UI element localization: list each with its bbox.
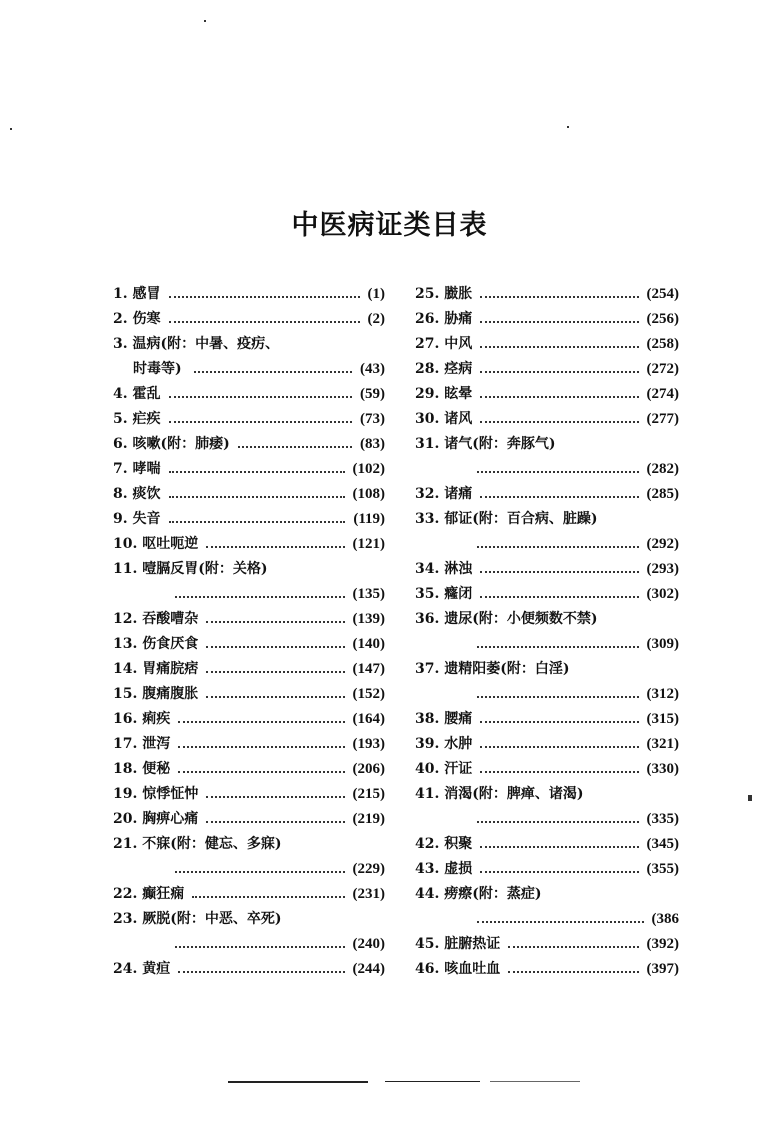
toc-entry: [113, 382, 385, 407]
page-number: (139): [352, 611, 385, 627]
scan-speck: [567, 126, 569, 128]
entry-title: 29. 眩晕: [415, 386, 473, 402]
toc-entry: [415, 507, 679, 532]
toc-entry: [113, 282, 385, 307]
dot-leader: [480, 396, 638, 398]
page-number: (277): [646, 411, 679, 427]
page-number: (231): [352, 886, 385, 902]
page-number: (59): [360, 386, 385, 402]
toc-entry-continuation: [113, 857, 385, 882]
entry-title: 35. 癃闭: [415, 586, 473, 602]
toc-entry-continuation: [415, 632, 679, 657]
dot-leader: [175, 946, 345, 948]
page-number: (397): [646, 961, 679, 977]
dot-leader: [175, 871, 345, 873]
toc-entry: [113, 957, 385, 982]
toc-entry: [415, 332, 679, 357]
toc-entry: [113, 407, 385, 432]
entry-title: 45. 脏腑热证: [415, 936, 501, 952]
entry-title: 11. 噎膈反胃(附：关格): [113, 561, 268, 577]
entry-title: 46. 咳血吐血: [415, 961, 501, 977]
page-number: (193): [352, 736, 385, 752]
toc-entry: [113, 732, 385, 757]
dot-leader: [477, 646, 639, 648]
page-number: (315): [646, 711, 679, 727]
entry-title: 4. 霍乱: [113, 386, 161, 402]
page-number: (219): [352, 811, 385, 827]
page-number: (2): [367, 311, 385, 327]
dot-leader: [508, 971, 638, 973]
bottom-rule: [228, 1081, 368, 1083]
page-number: (312): [646, 686, 679, 702]
page-number: (229): [352, 861, 385, 877]
entry-title: 28. 痉病: [415, 361, 473, 377]
page-number: (274): [646, 386, 679, 402]
dot-leader: [192, 896, 344, 898]
toc-entry: [113, 632, 385, 657]
toc-entry: [415, 582, 679, 607]
toc-entry: [113, 432, 385, 457]
dot-leader: [178, 971, 344, 973]
toc-entry: [415, 832, 679, 857]
dot-leader: [480, 371, 638, 373]
entry-title: 21. 不寐(附：健忘、多寐): [113, 836, 282, 852]
dot-leader: [206, 696, 344, 698]
dot-leader: [480, 346, 638, 348]
dot-leader: [480, 496, 638, 498]
toc-entry: [113, 307, 385, 332]
page-number: (293): [646, 561, 679, 577]
page-number: (285): [646, 486, 679, 502]
toc-entry-continuation: [113, 932, 385, 957]
dot-leader: [169, 296, 360, 298]
dot-leader: [175, 596, 345, 598]
entry-title: 10. 呕吐呃逆: [113, 536, 199, 552]
dot-leader: [477, 696, 639, 698]
scan-speck: [748, 795, 752, 801]
toc-entry: [415, 557, 679, 582]
dot-leader: [169, 521, 346, 523]
dot-leader: [477, 471, 639, 473]
toc-entry: [113, 832, 385, 857]
entry-title: 24. 黄疸: [113, 961, 171, 977]
toc-entry: [113, 782, 385, 807]
entry-title: 31. 诸气(附：奔豚气): [415, 436, 556, 452]
dot-leader: [480, 746, 638, 748]
page-number: (240): [352, 936, 385, 952]
page-number: (73): [360, 411, 385, 427]
toc-entry: [113, 532, 385, 557]
dot-leader: [477, 546, 639, 548]
toc-entry: [415, 357, 679, 382]
toc-entry: [415, 857, 679, 882]
toc-entry: [113, 457, 385, 482]
page-number: (335): [646, 811, 679, 827]
toc-entry: [113, 507, 385, 532]
page-number: (1): [367, 286, 385, 302]
toc-entry: [415, 782, 679, 807]
dot-leader: [169, 421, 353, 423]
page-number: (392): [646, 936, 679, 952]
toc-entry-continuation: [415, 807, 679, 832]
toc-entry: [415, 882, 679, 907]
dot-leader: [477, 821, 639, 823]
dot-leader: [194, 371, 352, 373]
toc-entry-continuation: [415, 907, 679, 932]
toc-entry-continuation: [415, 457, 679, 482]
toc-entry-continuation: [415, 682, 679, 707]
dot-leader: [480, 596, 638, 598]
page-number: (282): [646, 461, 679, 477]
dot-leader: [480, 321, 638, 323]
page-number: (302): [646, 586, 679, 602]
dot-leader: [169, 321, 360, 323]
page-number: (244): [352, 961, 385, 977]
page-number: (147): [352, 661, 385, 677]
toc-entry-continuation: [113, 582, 385, 607]
dot-leader: [480, 421, 638, 423]
entry-title: 22. 癫狂痫: [113, 886, 185, 902]
entry-title: 18. 便秘: [113, 761, 171, 777]
scan-speck: [10, 128, 12, 130]
dot-leader: [169, 471, 345, 473]
entry-title: 41. 消渴(附：脾瘅、诸渴): [415, 786, 584, 802]
toc-entry: [113, 757, 385, 782]
entry-title-continuation: 时毒等): [133, 361, 182, 377]
page-title: 中医病证类目表: [291, 210, 488, 241]
entry-title: 27. 中风: [415, 336, 473, 352]
entry-title: 17. 泄泻: [113, 736, 171, 752]
dot-leader: [238, 446, 352, 448]
entry-title: 36. 遗尿(附：小便频数不禁): [415, 611, 598, 627]
entry-title: 1. 感冒: [113, 286, 161, 302]
entry-title: 5. 疟疾: [113, 411, 161, 427]
page-number: (309): [646, 636, 679, 652]
entry-title: 44. 痨瘵(附：蒸症): [415, 886, 542, 902]
page-number: (135): [352, 586, 385, 602]
toc-entry: [415, 732, 679, 757]
entry-title: 43. 虚损: [415, 861, 473, 877]
toc-entry: [415, 757, 679, 782]
entry-title: 3. 温病(附：中暑、疫疠、: [113, 336, 280, 352]
bottom-rule-segment: [490, 1081, 580, 1082]
toc-entry: [113, 682, 385, 707]
entry-title: 13. 伤食厌食: [113, 636, 199, 652]
toc-entry: [415, 957, 679, 982]
entry-title: 33. 郁证(附：百合病、脏躁): [415, 511, 598, 527]
entry-title: 15. 腹痛腹胀: [113, 686, 199, 702]
toc-entry: [113, 907, 385, 932]
toc-entry-continuation: [113, 357, 385, 382]
entry-title: 6. 咳嗽(附：肺痿): [113, 436, 230, 452]
entry-title: 2. 伤寒: [113, 311, 161, 327]
dot-leader: [206, 671, 344, 673]
dot-leader: [206, 646, 344, 648]
toc-entry: [113, 332, 385, 357]
entry-title: 12. 吞酸嘈杂: [113, 611, 199, 627]
toc-entry: [113, 882, 385, 907]
page-number: (102): [352, 461, 385, 477]
scan-speck: [204, 20, 206, 22]
toc-entry: [415, 407, 679, 432]
dot-leader: [206, 621, 344, 623]
page-number: (206): [352, 761, 385, 777]
dot-leader: [169, 496, 345, 498]
toc-entry: [415, 932, 679, 957]
entry-title: 20. 胸痹心痛: [113, 811, 199, 827]
page-number: (292): [646, 536, 679, 552]
page-number: (164): [352, 711, 385, 727]
toc-entry: [113, 482, 385, 507]
page-number: (215): [352, 786, 385, 802]
entry-title: 8. 痰饮: [113, 486, 161, 502]
entry-title: 25. 臌胀: [415, 286, 473, 302]
page-number: (386: [651, 911, 679, 927]
toc-entry: [113, 607, 385, 632]
entry-title: 39. 水肿: [415, 736, 473, 752]
dot-leader: [178, 746, 344, 748]
entry-title: 42. 积聚: [415, 836, 473, 852]
dot-leader: [480, 871, 638, 873]
dot-leader: [480, 771, 638, 773]
dot-leader: [480, 571, 638, 573]
toc-entry: [415, 382, 679, 407]
dot-leader: [206, 821, 344, 823]
page-number: (152): [352, 686, 385, 702]
dot-leader: [480, 846, 638, 848]
toc-right-column: [415, 282, 679, 982]
entry-title: 30. 诸风: [415, 411, 473, 427]
toc-entry: [113, 807, 385, 832]
page-number: (272): [646, 361, 679, 377]
entry-title: 7. 哮喘: [113, 461, 161, 477]
page-number: (83): [360, 436, 385, 452]
entry-title: 9. 失音: [113, 511, 161, 527]
page-number: (254): [646, 286, 679, 302]
toc-entry: [113, 557, 385, 582]
dot-leader: [206, 546, 344, 548]
toc-entry: [113, 707, 385, 732]
entry-title: 37. 遗精阳萎(附：白淫): [415, 661, 570, 677]
entry-title: 38. 腰痛: [415, 711, 473, 727]
dot-leader: [477, 921, 644, 923]
entry-title: 26. 胁痛: [415, 311, 473, 327]
entry-title: 19. 惊悸怔忡: [113, 786, 199, 802]
page-number: (355): [646, 861, 679, 877]
bottom-rule-segment: [385, 1081, 480, 1082]
page-number: (258): [646, 336, 679, 352]
entry-title: 14. 胃痛脘痞: [113, 661, 199, 677]
entry-title: 40. 汗证: [415, 761, 473, 777]
toc-entry: [415, 432, 679, 457]
toc-left-column: [113, 282, 385, 982]
toc-entry: [113, 657, 385, 682]
dot-leader: [480, 296, 638, 298]
toc-entry: [415, 282, 679, 307]
page-number: (108): [352, 486, 385, 502]
page-number: (119): [353, 511, 385, 527]
entry-title: 34. 淋浊: [415, 561, 473, 577]
page-number: (345): [646, 836, 679, 852]
dot-leader: [169, 396, 353, 398]
dot-leader: [206, 796, 344, 798]
page-number: (140): [352, 636, 385, 652]
toc-entry: [415, 607, 679, 632]
page-number: (43): [360, 361, 385, 377]
toc-entry-continuation: [415, 532, 679, 557]
entry-title: 16. 痢疾: [113, 711, 171, 727]
page-number: (330): [646, 761, 679, 777]
dot-leader: [480, 721, 638, 723]
toc-entry: [415, 707, 679, 732]
entry-title: 23. 厥脱(附：中恶、卒死): [113, 911, 282, 927]
toc-entry: [415, 307, 679, 332]
dot-leader: [178, 771, 344, 773]
toc-entry: [415, 657, 679, 682]
dot-leader: [178, 721, 344, 723]
page-number: (256): [646, 311, 679, 327]
entry-title: 32. 诸痛: [415, 486, 473, 502]
dot-leader: [508, 946, 638, 948]
toc-entry: [415, 482, 679, 507]
page-number: (321): [646, 736, 679, 752]
page-number: (121): [352, 536, 385, 552]
